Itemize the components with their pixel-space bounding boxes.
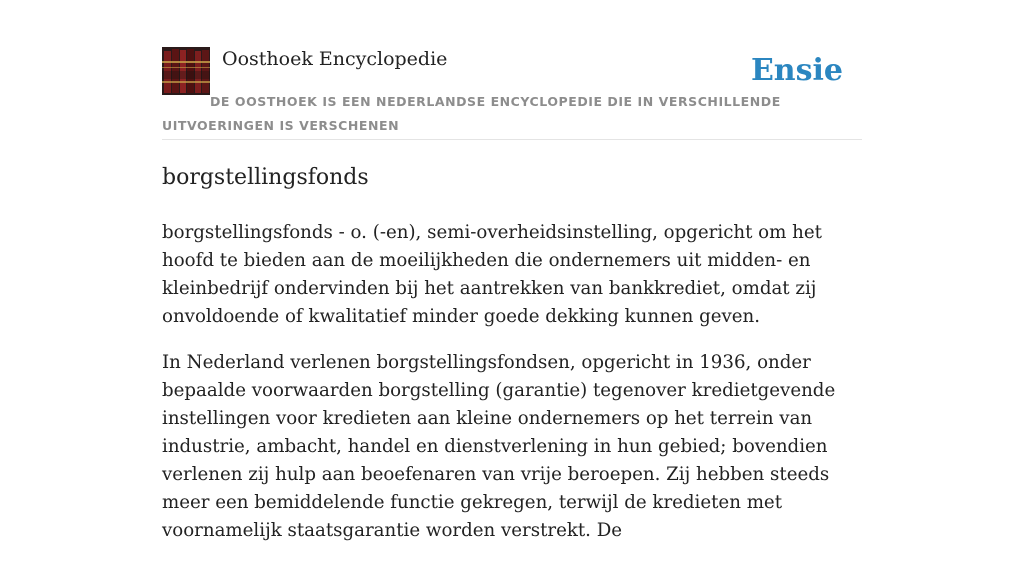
article (162, 160, 867, 563)
site-header (162, 47, 862, 140)
site-name[interactable]: Oosthoek Encyclopedie (222, 48, 448, 70)
site-tagline: DE OOSTHOEK IS EEN NEDERLANDSE ENCYCLOPEDIE DIE IN VERSCHILLENDE UITVOERINGEN IS VERSCHENEN (162, 94, 781, 133)
article-title: borgstellingsfonds (162, 165, 369, 190)
book-spines-icon[interactable] (162, 47, 210, 95)
article-paragraph-1: borgstellingsfonds - o. (-en), semi-overheidsinstelling, opgericht om het hoofd te bieden aan de moeilijkheden die ondernemers uit midden- en kleinbedrijf ondervinden bij het aantrekken van bankkrediet, omdat zij onvoldoende of kwalitatief minder goede dekking kunnen geven. (162, 222, 822, 327)
article-paragraph-2: In Nederland verlenen borgstellingsfondsen, opgericht in 1936, onder bepaalde voorwaarden borgstelling (garantie) tegenover kredietgevende instellingen voor kredieten aan kleine ondernemers op het terrein van industrie, ambacht, handel en dienstverlening in hun gebied; bovendien verlenen zij hulp aan beoefenaren van vrije beroepen. Zij hebben steeds meer een bemiddelende functie gekregen, terwijl de kredieten met voornamelijk staatsgarantie worden verstrekt. De (162, 352, 836, 541)
ensie-logo-link[interactable]: Ensie (750, 53, 843, 88)
